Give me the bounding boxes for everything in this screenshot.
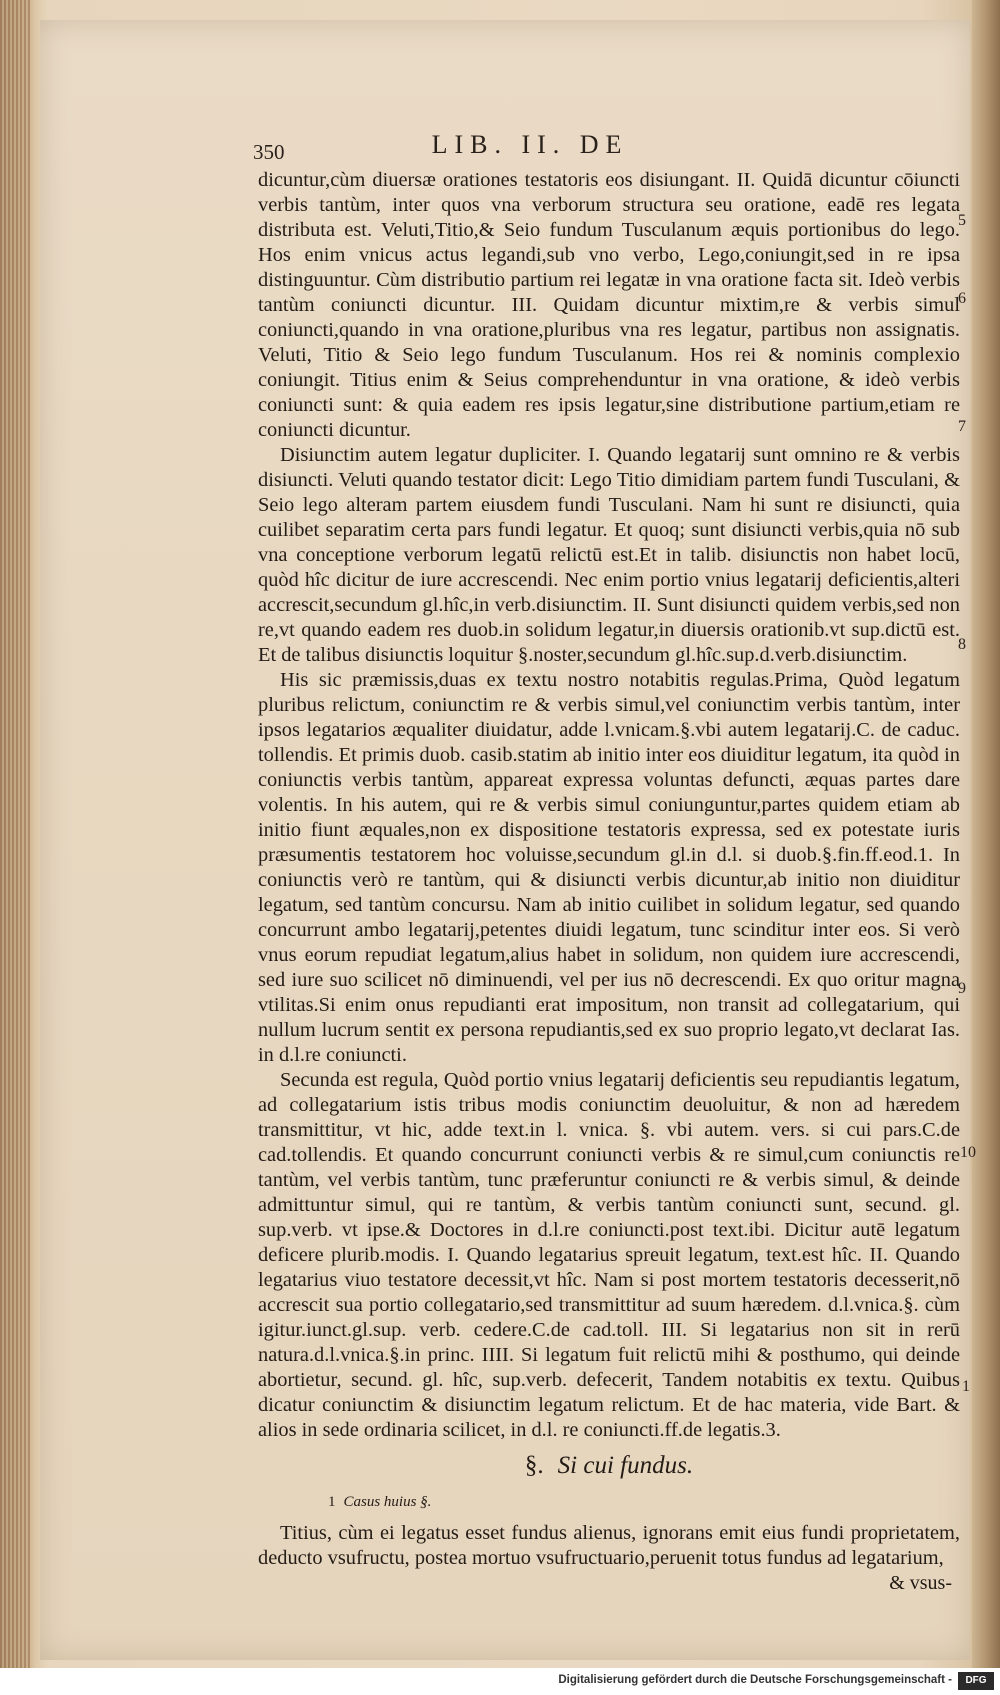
- page-edge-right: [972, 0, 1000, 1668]
- section-title: Si cui fundus.: [557, 1452, 694, 1479]
- margin-number: 8: [958, 636, 966, 653]
- margin-number: 10: [960, 1144, 976, 1161]
- page-stack-left: [0, 0, 30, 1668]
- margin-number: 9: [958, 980, 966, 997]
- casus-text: Casus huius §.: [343, 1494, 432, 1510]
- footer-credit: Digitalisierung gefördert durch die Deutsche Forschungsgemeinschaft -: [558, 1674, 952, 1686]
- section-sign: §.: [524, 1452, 544, 1479]
- running-head: LIB. II. DE: [431, 130, 629, 159]
- paragraph-1: dicuntur,cùm diuersæ orationes testatoris eos disiungant. II. Quidā dicuntur cōiuncti verbis tantùm, inter quos vna verborum structura seu oratione, eadē res legata distributa est. Veluti,Titio,& Seio fundum Tusculanum æquis portionibus do lego. Hos enim vnicus actus legandi,sub vno verbo, Lego,coniungit,sed in re ipsa distinguuntur. Cùm distributio partium rei legatæ in vna oratione facta sit. Ideò verbis tantùm coniuncti dicuntur. III. Quidam dicuntur mixtim,re & verbis simul coniuncti,quando in vna oratione,pluribus vna res legatur, partibus non assignatis. Veluti, Titio & Seio lego fundum Tusculanum. Hos rei & nominis complexio coniungit. Titius enim & Seius comprehenduntur in vna oratione, & ideò verbis coniuncti sunt: & quia eadem res ipsis legatur,sine distributione partium,etiam re coniuncti dicuntur.: [258, 169, 960, 441]
- section-heading: [258, 1453, 960, 1478]
- margin-number: 6: [958, 290, 966, 307]
- paragraph-5: Titius, cùm ei legatus esset fundus alienus, ignorans emit eius fundi proprietatem, deducto vsufructu, postea mortuo vsufructuario,peruenit totus fundus ad legatarium,: [258, 1522, 960, 1569]
- paragraph-2: Disiunctim autem legatur dupliciter. I. Quando legatarij sunt omnino re & verbis disiuncti. Veluti quando testator dicit: Lego Titio dimidiam partem fundi Tusculani, & Seio lego alteram partem eiusdem fundi Tusculani. Nam hi sunt re disiuncti, quia cuilibet separatim certa pars fundi legatur. Et quoq; sunt disiuncti verbis,quia nō sub vna conceptione verborum legatū relictū est.Et in talib. disiunctis non habet locū, quòd hîc dicitur de iure accrescendi. Nec enim portio vnius legatarij deficientis,alteri accrescit,secundum gl.hîc,in verb.disiunctim. II. Sunt disiuncti quidem verbis,sed non re,vt quando eadem res duob.in solidum legatur,in diuersis orationib.vt sup.dictū est. Et de talibus disiunctis loquitur §.noster,secundum gl.hîc.sup.d.verb.disiunctim.: [258, 444, 960, 666]
- margin-number: 1: [962, 1378, 970, 1395]
- paragraph-4: Secunda est regula, Quòd portio vnius legatarij deficientis seu repudiantis legatum, ad collegatarium istis tribus modis coniunctim deuoluitur, & non ad hæredem transmittitur, vt hic, adde text.in l. vnica. §. vbi autem. vers. si cui pars.C.de cad.tollendis. Et quando concurrunt coniuncti verbis & re simul,cum coniunctis re tantùm, vel verbis tantùm, tunc præferuntur coniuncti re & verbis simul, & deinde admittuntur simul, qui re tantùm, & verbis tantùm coniuncti sunt, secund. gl. sup.verb. vt ipse.& Doctores in d.l.re coniuncti.post text.ibi. Dicitur autē legatum deficere plurib.modis. I. Quando legatarius spreuit legatum, text.est hîc. II. Quando legatarius viuo testatore decessit,vt hîc. Nam si post mortem testatoris decesserit,nō accrescit sua portio collegatario,sed transmittitur ad suum hæredem. d.l.vnica.§. cùm igitur.iunct.gl.sup. verb. cedere.C.de cad.toll. III. Si legatarius non sit in rerū natura.d.l.vnica.§.in princ. IIII. Si legatum fuit relictū mihi & posthumo, qui deinde abortietur, secund. gl. hîc, sup.verb. defecerit, Tandem notabitis ex textu. Quibus dicatur coniunctim & disiunctim legatum relictum. Et de hac materia, vide Bart. & alios in sede ordinaria scilicet, in d.l. re coniuncti.ff.de legatis.3.: [258, 1069, 960, 1441]
- paragraph-3: His sic præmissis,duas ex textu nostro notabitis regulas.Prima, Quòd legatum pluribus relictum, coniunctim re & verbis simul,vel coniunctim verbis tantùm, inter ipsos legatarios æqualiter diuidatur, adde l.vnicam.§.vbi autem legatarij.C. de caduc. tollendis. Et primis duob. casib.statim ab initio inter eos diuiditur legatum, ita quòd in coniunctis verbis tantùm, appareat expressa voluntas defuncti, æquas partes dare volentis. In his autem, qui re & verbis simul coniunguntur,partes quidem etiam ab initio fiunt æquales,non ex dispositione testatoris expressa, sed ex potestate iuris præsumentis testatorem hoc voluisse,secundum gl.in d.l. si duob.§.fin.ff.eod.1. In coniunctis verò re tantùm, qui & disiuncti verbis dicuntur,ab initio non diuiditur legatum, sed tantùm concursu. Nam ab initio cuilibet in solidum legatur, sed quando concurrunt ambo legatarij,petentes diuidi legatum, tunc scinditur inter eos. Si verò vnus eorum repudiat legatum,alius habet in solidum, non quidem iure accrescendi, sed iure suo scilicet nō diminuendi, vel per ius nō decrescendi. Ex quo oritur magna vtilitas.Si enim onus repudianti erat impositum, non transit ad collegatarium, qui nullum lucrum sentit ex persona repudiantis,sed ex suo proprio legato,vt declarat Ias. in d.l.re coniuncti.: [258, 669, 960, 1066]
- text-body: [258, 168, 960, 1596]
- footer-bar: [0, 1668, 1000, 1695]
- dfg-logo: DFG: [958, 1672, 994, 1690]
- margin-number: 7: [958, 418, 966, 435]
- page-header: [0, 130, 1000, 170]
- catchword: & vsus-: [889, 1572, 952, 1594]
- casus-label: [328, 1490, 960, 1515]
- margin-number: 5: [958, 212, 966, 229]
- casus-number: 1: [328, 1494, 336, 1510]
- page-number: 350: [253, 140, 285, 164]
